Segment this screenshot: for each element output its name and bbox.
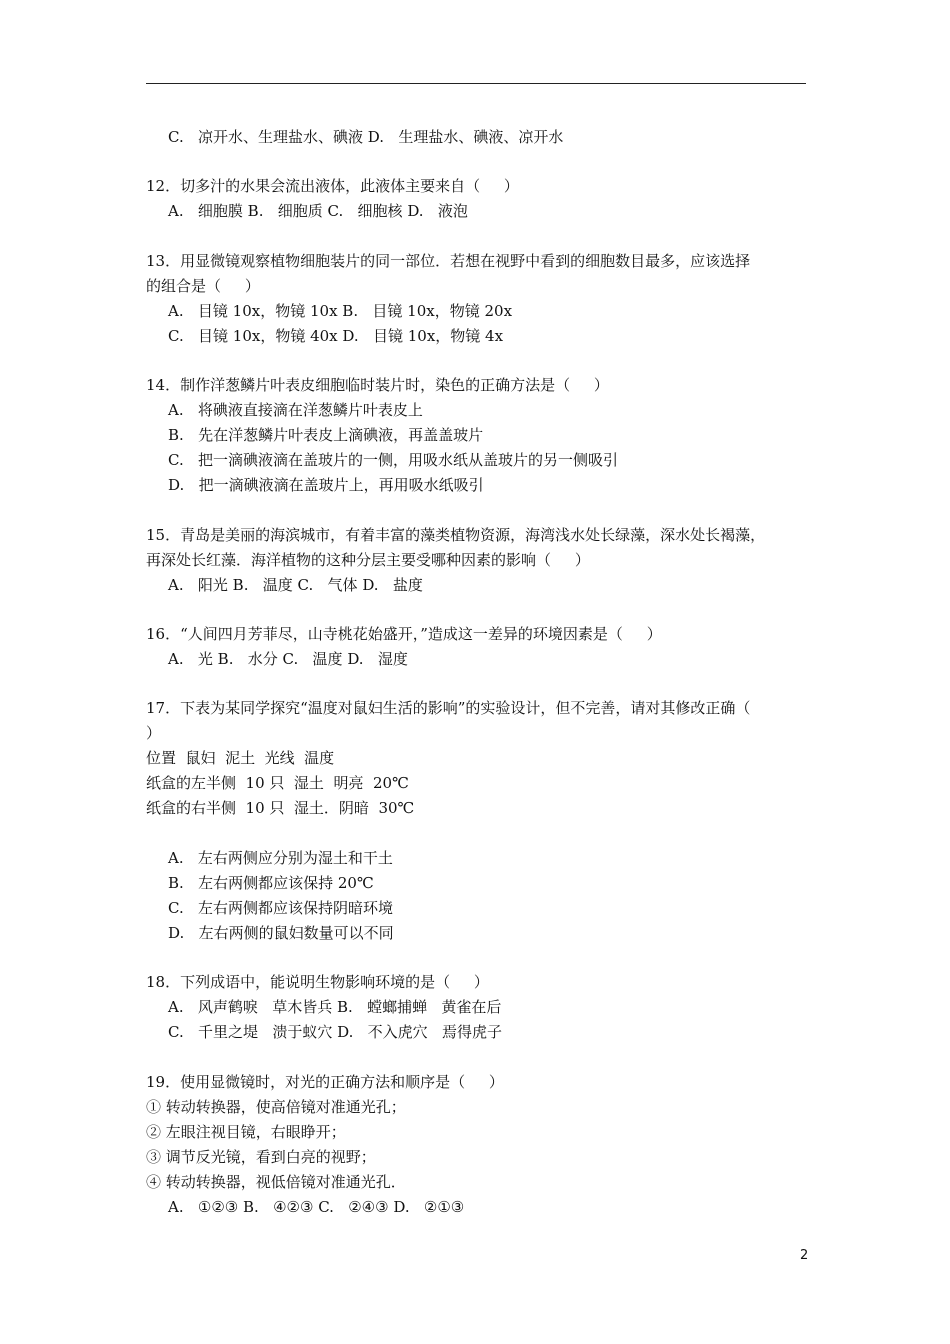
q11-options-cd: C. 凉开水、生理盐水、碘液 D. 生理盐水、碘液、凉开水 [168,128,564,146]
q14-stem: 14．制作洋葱鳞片叶表皮细胞临时装片时，染色的正确方法是（ ） [146,376,609,394]
q15-options: A. 阳光 B. 温度 C. 气体 D. 盐度 [168,576,423,594]
q16-options: A. 光 B. 水分 C. 温度 D. 湿度 [168,650,408,668]
q13-options-cd: C. 目镜 10x，物镜 40x D. 目镜 10x，物镜 4x [168,327,504,345]
q15-stem-line2: 再深处长红藻．海洋植物的这种分层主要受哪种因素的影响（ ） [146,551,590,569]
q18-options-cd: C. 千里之堤 溃于蚁穴 D. 不入虎穴 焉得虎子 [168,1023,502,1041]
q18-stem: 18．下列成语中，能说明生物影响环境的是（ ） [146,973,489,991]
page-number: 2 [800,1248,809,1263]
q13-stem-line1: 13．用显微镜观察植物细胞装片的同一部位．若想在视野中看到的细胞数目最多，应该选择 [146,252,751,270]
q17-table-header: 位置 鼠妇 泥土 光线 温度 [146,749,335,767]
q13-stem-line2: 的组合是（ ） [146,277,260,295]
q12-stem: 12．切多汁的水果会流出液体，此液体主要来自（ ） [146,177,519,195]
q14-option-d: D. 把一滴碘液滴在盖玻片上，再用吸水纸吸引 [168,476,484,494]
q19-step-1: ① 转动转换器，使高倍镜对准通光孔； [146,1098,406,1116]
q17-option-c: C. 左右两侧都应该保持阴暗环境 [168,899,394,917]
q14-option-b: B. 先在洋葱鳞片叶表皮上滴碘液，再盖盖玻片 [168,426,484,444]
q13-options-ab: A. 目镜 10x，物镜 10x B. 目镜 10x，物镜 20x [168,302,513,320]
q19-stem: 19．使用显微镜时，对光的正确方法和顺序是（ ） [146,1073,504,1091]
q17-option-d: D. 左右两侧的鼠妇数量可以不同 [168,924,394,942]
header-rule [146,83,806,84]
q17-stem-line2: ） [146,724,162,742]
q17-table-row-left: 纸盒的左半侧 10 只 湿土 明亮 20℃ [146,774,409,792]
q19-step-2: ② 左眼注视目镜，右眼睁开； [146,1123,346,1141]
q16-stem: 16．“人间四月芳菲尽，山寺桃花始盛开，”造成这一差异的环境因素是（ ） [146,625,662,643]
q17-option-a: A. 左右两侧应分别为湿土和干土 [168,849,393,867]
q19-step-3: ③ 调节反光镜，看到白亮的视野； [146,1148,376,1166]
q18-options-ab: A. 风声鹤唳 草木皆兵 B. 螳螂捕蝉 黄雀在后 [168,998,502,1016]
q12-options: A. 细胞膜 B. 细胞质 C. 细胞核 D. 液泡 [168,202,468,220]
q15-stem-line1: 15．青岛是美丽的海滨城市，有着丰富的藻类植物资源，海湾浅水处长绿藻，深水处长褐藻， [146,526,766,544]
q17-stem-line1: 17．下表为某同学探究“温度对鼠妇生活的影响”的实验设计，但不完善，请对其修改正确（ [146,699,751,717]
q19-options: A. ①②③ B. ④②③ C. ②④③ D. ②①③ [168,1198,465,1216]
q17-table-row-right: 纸盒的右半侧 10 只 湿土．阴暗 30℃ [146,799,415,817]
q17-option-b: B. 左右两侧都应该保持 20℃ [168,874,374,892]
q14-option-a: A. 将碘液直接滴在洋葱鳞片叶表皮上 [168,401,423,419]
q14-option-c: C. 把一滴碘液滴在盖玻片的一侧，用吸水纸从盖玻片的另一侧吸引 [168,451,619,469]
q19-step-4: ④ 转动转换器，视低倍镜对准通光孔． [146,1173,406,1191]
